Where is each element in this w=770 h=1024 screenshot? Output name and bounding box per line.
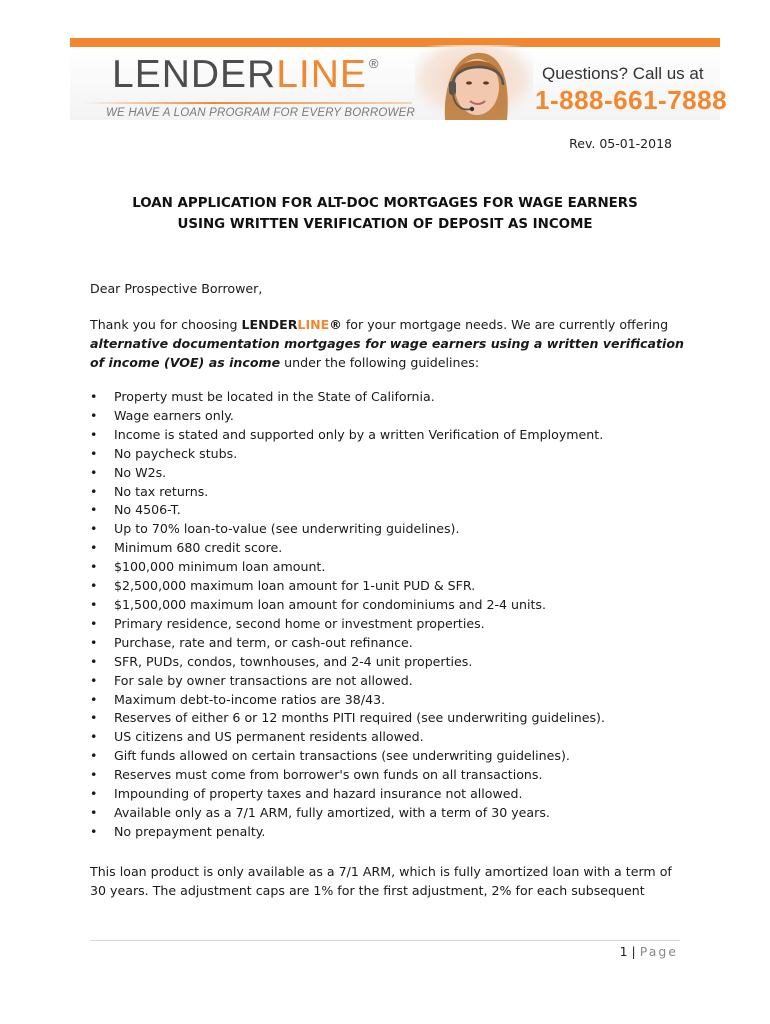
list-item: • $1,500,000 maximum loan amount for condominiums and 2-4 units. [90, 596, 690, 615]
list-item: • For sale by owner transactions are not allowed. [90, 672, 690, 691]
list-item: • SFR, PUDs, condos, townhouses, and 2-4 unit properties. [90, 653, 690, 672]
list-item: • Property must be located in the State of California. [90, 388, 690, 407]
intro-paragraph [90, 315, 690, 372]
logo-lender-text: LENDER [112, 53, 277, 96]
list-item: • No prepayment penalty. [90, 823, 690, 842]
list-item: • Income is stated and supported only by a written Verification of Employment. [90, 426, 690, 445]
title-line-1: LOAN APPLICATION FOR ALT-DOC MORTGAGES FOR WAGE EARNERS [132, 196, 638, 211]
page-number: 1 [619, 944, 628, 959]
support-agent-icon [415, 45, 533, 120]
intro-before: Thank you for choosing [90, 317, 242, 332]
logo-line-text: LINE [276, 53, 367, 96]
intro-end: under the following guidelines: [280, 355, 480, 370]
list-item: • Purchase, rate and term, or cash-out refinance. [90, 634, 690, 653]
list-item: • US citizens and US permanent residents allowed. [90, 728, 690, 747]
list-item: • $100,000 minimum loan amount. [90, 558, 690, 577]
phone-number[interactable]: 1-888-661-7888 [535, 85, 728, 115]
list-item: • No W2s. [90, 464, 690, 483]
document-title [70, 193, 700, 235]
list-item: • Primary residence, second home or investment properties. [90, 615, 690, 634]
list-item: • Maximum debt-to-income ratios are 38/43. [90, 691, 690, 710]
list-item: • Reserves of either 6 or 12 months PITI required (see underwriting guidelines). [90, 709, 690, 728]
closing-paragraph: This loan product is only available as a 7/1 ARM, which is fully amortized loan with a term of 30 years. The adjustment caps are 1% for the first adjustment, 2% for each subsequent [90, 864, 672, 898]
list-item: • Impounding of property taxes and hazard insurance not allowed. [90, 785, 690, 804]
list-item: • Up to 70% loan-to-value (see underwriting guidelines). [90, 520, 690, 539]
list-item: • Reserves must come from borrower's own funds on all transactions. [90, 766, 690, 785]
revision-date: Rev. 05-01-2018 [569, 136, 672, 151]
list-item: • $2,500,000 maximum loan amount for 1-unit PUD & SFR. [90, 577, 690, 596]
inline-brand-line: LINE [297, 317, 330, 332]
intro-emphasis: alternative documentation mortgages for wage earners using a written verification of income (VOE) as income [90, 336, 684, 370]
logo-underline [82, 102, 412, 104]
guidelines-list [90, 388, 690, 842]
list-item: • No tax returns. [90, 483, 690, 502]
list-item: • No 4506-T. [90, 501, 690, 520]
page-footer [620, 944, 678, 959]
list-item: • Wage earners only. [90, 407, 690, 426]
footer-separator: | [631, 944, 636, 959]
inline-brand-lender: LENDER [241, 317, 298, 332]
list-item: • No paycheck stubs. [90, 445, 690, 464]
tagline: WE HAVE A LOAN PROGRAM FOR EVERY BORROWER [106, 107, 415, 119]
lenderline-logo [112, 55, 380, 94]
logo-registered-mark: ® [368, 56, 380, 71]
list-item: • Available only as a 7/1 ARM, fully amortized, with a term of 30 years. [90, 804, 690, 823]
greeting: Dear Prospective Borrower, [90, 281, 263, 296]
page-label: Page [639, 944, 678, 959]
footer-divider [90, 940, 680, 941]
list-item: • Gift funds allowed on certain transactions (see underwriting guidelines). [90, 747, 690, 766]
inline-brand-reg: ® [329, 317, 342, 332]
intro-after: for your mortgage needs. We are currently offering [341, 317, 669, 332]
title-line-2: USING WRITTEN VERIFICATION OF DEPOSIT AS INCOME [177, 217, 593, 232]
list-item: • Minimum 680 credit score. [90, 539, 690, 558]
inline-brand [242, 317, 342, 332]
questions-callout: Questions? Call us at [542, 64, 704, 83]
letterhead-banner [70, 38, 728, 120]
